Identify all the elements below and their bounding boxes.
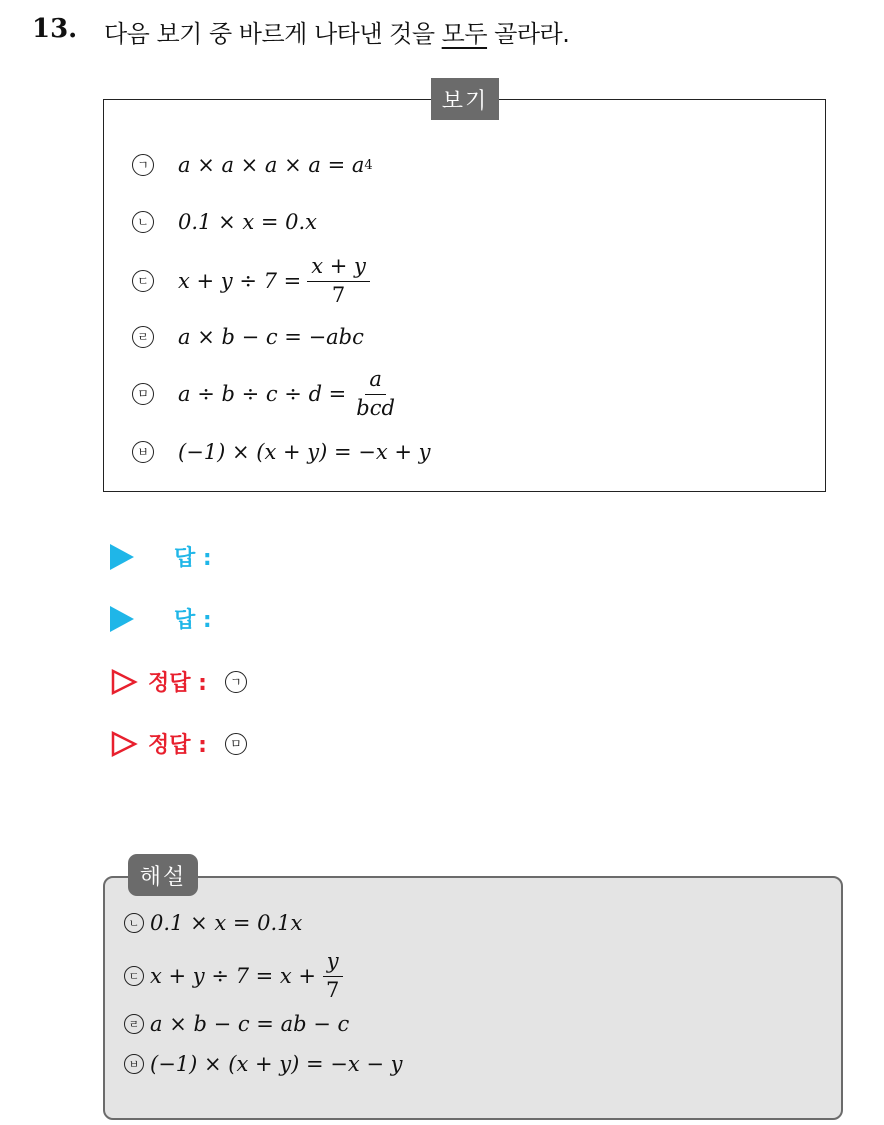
bogi-item-6 xyxy=(132,432,431,472)
explanation-expr-2-fraction xyxy=(322,950,343,1001)
correct-answer-label: 정답 : xyxy=(148,671,207,696)
circled-giyeok-marker: ㄱ xyxy=(132,154,154,176)
answer-line-1 xyxy=(110,541,212,572)
play-arrow-icon xyxy=(110,606,134,632)
explanation-line-3 xyxy=(124,1012,349,1036)
bogi-expr-2: 0.1 × x = 0.x xyxy=(178,210,318,234)
correct-answer-marker: ㄱ xyxy=(225,671,247,693)
bogi-expr-5-lhs: a ÷ b ÷ c ÷ d = xyxy=(178,382,347,406)
explanation-line-2 xyxy=(124,946,343,1006)
correct-answer-line-2 xyxy=(110,728,271,759)
answer-label: 답 : xyxy=(174,546,212,571)
circled-bieup-marker: ㅂ xyxy=(124,1054,144,1074)
bogi-item-3 xyxy=(132,252,370,310)
bogi-item-1 xyxy=(132,145,373,185)
circled-nieun-marker: ㄴ xyxy=(132,211,154,233)
question-number: 13. xyxy=(32,14,78,44)
bogi-expr-3-lhs: x + y ÷ 7 = xyxy=(178,269,302,293)
explanation-expr-2-lhs: x + y ÷ 7 = x + xyxy=(150,964,317,988)
explanation-line-4 xyxy=(124,1052,403,1076)
question-text-after: 골라라. xyxy=(487,20,570,48)
outline-triangle-icon xyxy=(110,730,138,758)
explanation-line-1 xyxy=(124,911,302,935)
bogi-expr-1-exponent: 4 xyxy=(364,157,373,173)
circled-mieum-marker: ㅁ xyxy=(132,383,154,405)
circled-nieun-marker: ㄴ xyxy=(124,913,144,933)
bogi-item-2 xyxy=(132,202,317,242)
correct-answer-marker: ㅁ xyxy=(225,733,247,755)
circled-rieul-marker: ㄹ xyxy=(132,326,154,348)
bogi-expr-1: a × a × a × a = a xyxy=(178,153,365,177)
outline-triangle-icon xyxy=(110,668,138,696)
circled-rieul-marker: ㄹ xyxy=(124,1014,144,1034)
bogi-title: 보기 xyxy=(431,78,499,120)
circled-bieup-marker: ㅂ xyxy=(132,441,154,463)
answer-line-2 xyxy=(110,603,212,634)
bogi-expr-5-numerator: a xyxy=(365,368,386,394)
explanation-title: 해설 xyxy=(128,854,198,896)
bogi-item-4 xyxy=(132,317,364,357)
bogi-item-5 xyxy=(132,364,399,424)
bogi-expr-5-fraction xyxy=(352,368,399,419)
circled-digeut-marker: ㄷ xyxy=(132,270,154,292)
explanation-expr-1: 0.1 × x = 0.1x xyxy=(150,911,303,935)
play-arrow-icon xyxy=(110,544,134,570)
explanation-expr-4: (−1) × (x + y) = −x − y xyxy=(150,1052,403,1076)
explanation-expr-3: a × b − c = ab − c xyxy=(150,1012,350,1036)
question-text-before: 다음 보기 중 바르게 나타낸 것을 xyxy=(104,20,442,48)
circled-digeut-marker: ㄷ xyxy=(124,966,144,986)
question-text xyxy=(104,14,569,49)
question-underlined: 모두 xyxy=(441,20,488,48)
bogi-expr-5-denominator: bcd xyxy=(356,395,395,420)
bogi-expr-3-fraction xyxy=(307,255,370,306)
explanation-expr-2-numerator: y xyxy=(323,950,343,976)
answer-label: 답 : xyxy=(174,608,212,633)
bogi-expr-6: (−1) × (x + y) = −x + y xyxy=(178,440,431,464)
bogi-expr-4: a × b − c = −abc xyxy=(178,325,364,349)
bogi-expr-3-denominator: 7 xyxy=(331,282,346,307)
explanation-expr-2-denominator: 7 xyxy=(326,977,340,1002)
correct-answer-line-1 xyxy=(110,666,271,697)
bogi-expr-3-numerator: x + y xyxy=(307,255,370,281)
correct-answer-label: 정답 : xyxy=(148,733,207,758)
